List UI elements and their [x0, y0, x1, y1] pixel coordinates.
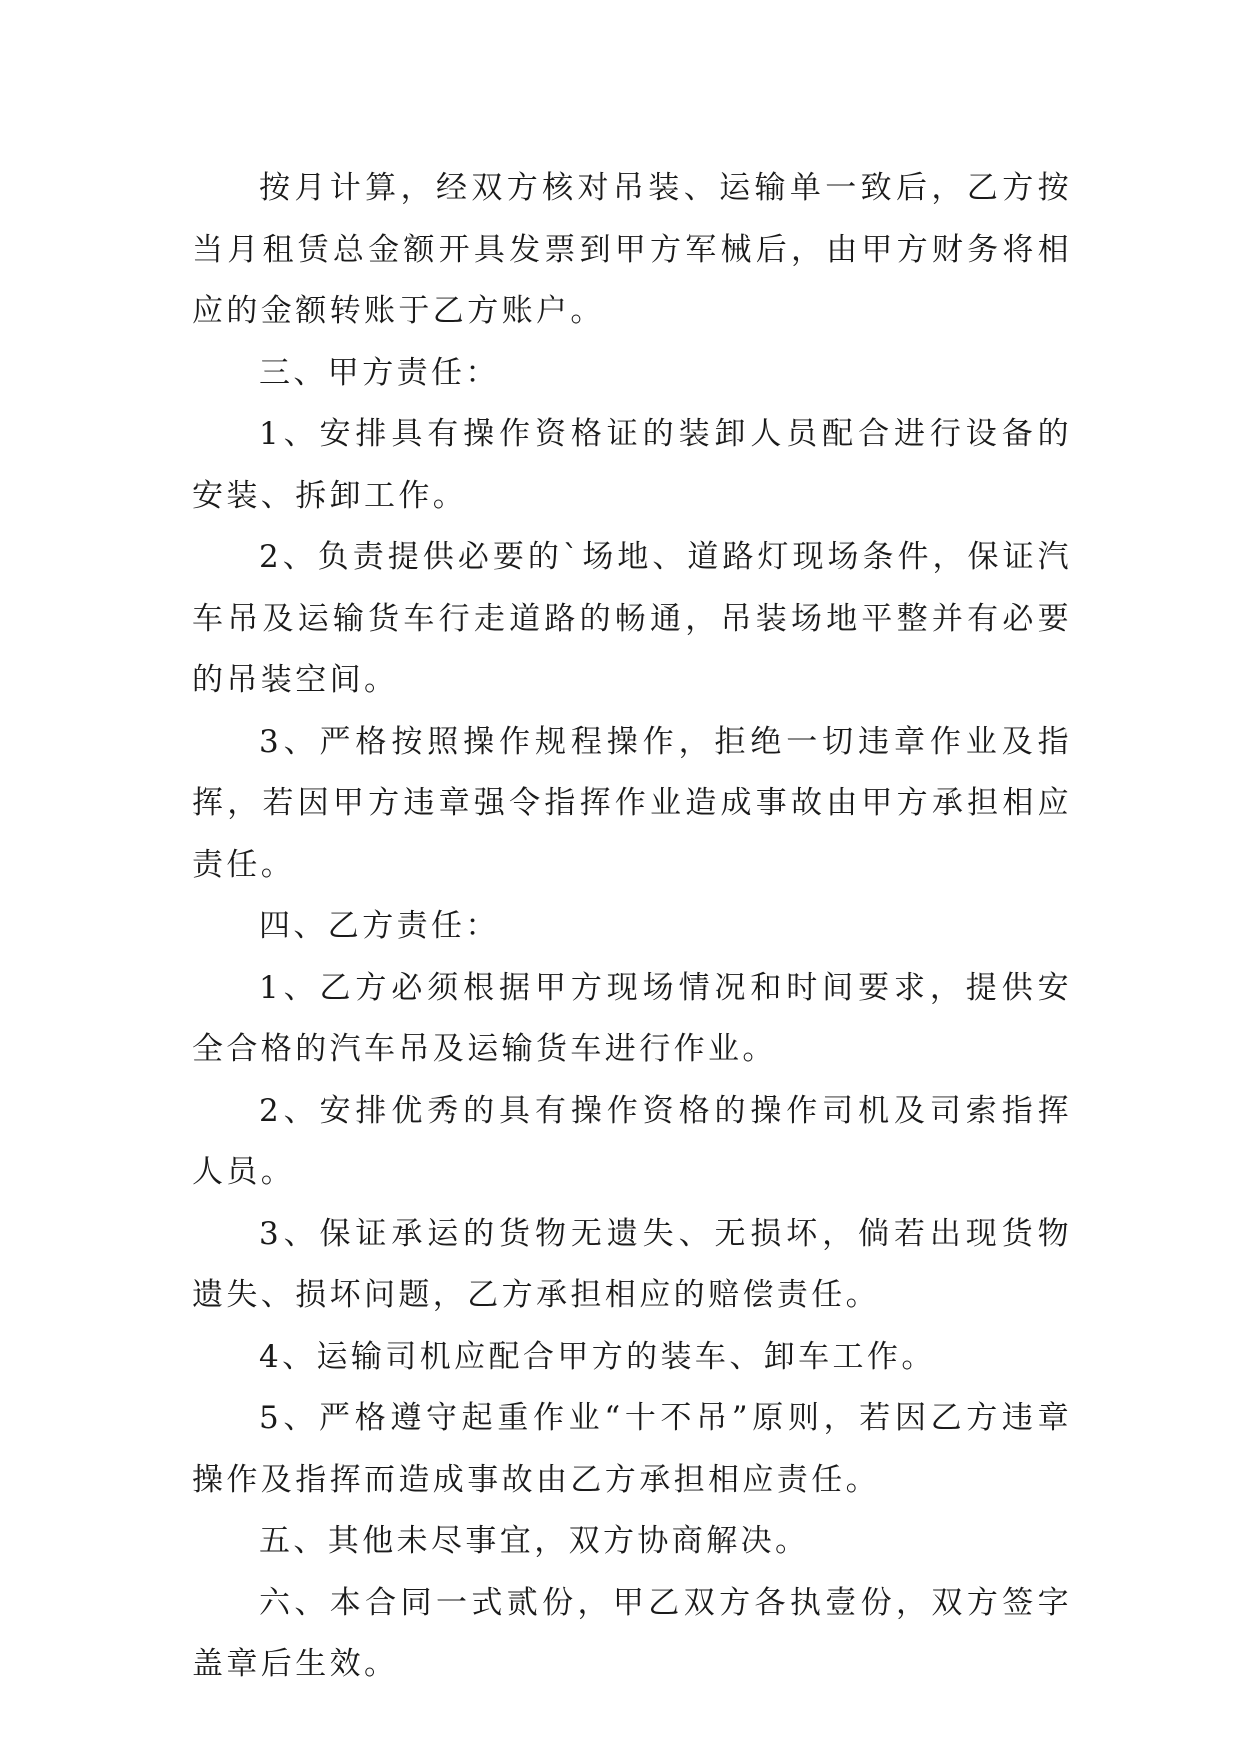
paragraph-contract-copies: 六、本合同一式贰份，甲乙双方各执壹份，双方签字盖章后生效。: [192, 1584, 1072, 1682]
paragraph-party-b-item-3: 3、保证承运的货物无遗失、无损坏，倘若出现货物遗失、损坏问题，乙方承担相应的赔偿责任。: [192, 1215, 1072, 1313]
paragraph-other-matters: 五、其他未尽事宜，双方协商解决。: [259, 1523, 810, 1559]
paragraph-party-b-item-5: 5、严格遵守起重作业“十不吊”原则，若因乙方违章操作及指挥而造成事故由乙方承担相应责任。: [192, 1400, 1072, 1498]
paragraph-party-b-item-1: 1、乙方必须根据甲方现场情况和时间要求，提供安全合格的汽车吊及运输货车进行作业。: [192, 969, 1072, 1067]
heading-party-a-responsibilities: 三、甲方责任：: [259, 354, 500, 391]
paragraph-party-b-item-2: 2、安排优秀的具有操作资格的操作司机及司索指挥人员。: [192, 1092, 1072, 1190]
paragraph-party-a-item-1: 1、安排具有操作资格证的装卸人员配合进行设备的安装、拆卸工作。: [192, 416, 1072, 514]
paragraph-party-a-item-3: 3、严格按照操作规程操作，拒绝一切违章作业及指挥，若因甲方违章强令指挥作业造成事故由甲方承担相应责任。: [192, 723, 1072, 883]
heading-party-b-responsibilities: 四、乙方责任：: [259, 908, 500, 944]
paragraph-party-a-item-2: 2、负责提供必要的`场地、道路灯现场条件，保证汽车吊及运输货车行走道路的畅通，吊装场地平整并有必要的吊装空间。: [192, 539, 1072, 698]
paragraph-payment-terms: 按月计算，经双方核对吊装、运输单一致后，乙方按当月租赁总金额开具发票到甲方军械后，由甲方财务将相应的金额转账于乙方账户。: [192, 170, 1072, 329]
paragraph-party-b-item-4: 4、运输司机应配合甲方的装车、卸车工作。: [259, 1338, 936, 1375]
document-body: [192, 158, 1072, 1696]
